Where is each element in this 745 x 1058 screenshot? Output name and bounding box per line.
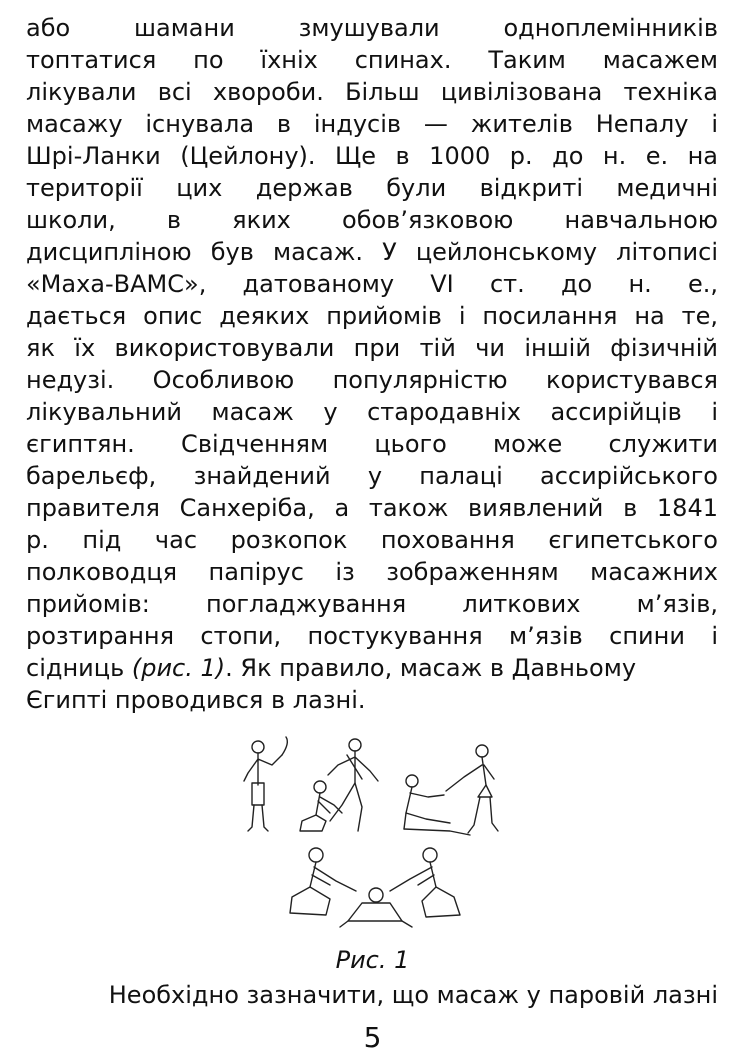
text-line: або шамани змушували одноплемінників xyxy=(26,14,718,42)
text-line: р. під час розкопок поховання єгипетського xyxy=(26,526,718,554)
body-text xyxy=(26,12,718,716)
text-line: як їх використовували при тій чи іншій фізичній xyxy=(26,334,718,362)
text-line: масажу існувала в індусів — жителів Непалу і xyxy=(26,110,718,138)
text-segment: сідниць xyxy=(26,654,132,682)
text-line: топтатися по їхніх спинах. Таким масажем xyxy=(26,46,718,74)
text-line: дисципліною був масаж. У цейлонському літописі xyxy=(26,238,718,266)
text-line: лікували всі хвороби. Більш цивілізована техніка xyxy=(26,78,718,106)
next-paragraph-first-line: Необхідно зазначити, що масаж у паровій лазні xyxy=(108,981,718,1009)
page-number: 5 xyxy=(363,1021,382,1054)
text-line: лікувальний масаж у стародавніх ассирійців і xyxy=(26,398,718,426)
text-line: «Маха-ВАМС», датованому VI ст. до н. е., xyxy=(26,270,718,298)
text-line: дається опис деяких прийомів і посилання на те, xyxy=(26,302,718,330)
text-line: Єгипті проводився в лазні. xyxy=(26,686,366,714)
text-line: барельєф, знайдений у палаці ассирійського xyxy=(26,462,718,490)
kneeling-masseur-figure xyxy=(300,781,342,831)
text-line: полководця папірус із зображенням масажних xyxy=(26,558,718,586)
text-line: недузі. Особливою популярністю користувався xyxy=(26,366,718,394)
text-line: розтирання стопи, постукування м’язів спини і xyxy=(26,622,718,650)
egyptian-massage-illustration xyxy=(230,735,520,935)
text-line: території цих держав були відкриті медичні xyxy=(26,174,718,202)
figure-reference: (рис. 1) xyxy=(131,654,226,682)
text-line: школи, в яких обов’язковою навчальною xyxy=(26,206,718,234)
seated-patient-figure xyxy=(404,775,470,835)
line-drawing-figures xyxy=(230,735,520,935)
text-line-with-figure-ref xyxy=(26,652,718,684)
standing-figure-with-sash xyxy=(328,739,378,831)
standing-figure-pressing xyxy=(446,745,498,833)
text-segment: . Як правило, масаж в Давньому xyxy=(225,654,637,682)
figure-caption: Рис. 1 xyxy=(335,946,410,974)
text-line: правителя Санхеріба, а також виявлений в 1841 xyxy=(26,494,718,522)
text-line: прийомів: погладжування литкових м’язів, xyxy=(26,590,718,618)
text-line: єгиптян. Свідченням цього може служити xyxy=(26,430,718,458)
two-masseurs-with-patient xyxy=(290,848,460,927)
standing-figure-with-staff xyxy=(244,737,287,831)
text-line: Шрі-Ланки (Цейлону). Ще в 1000 р. до н. е. на xyxy=(26,142,718,170)
